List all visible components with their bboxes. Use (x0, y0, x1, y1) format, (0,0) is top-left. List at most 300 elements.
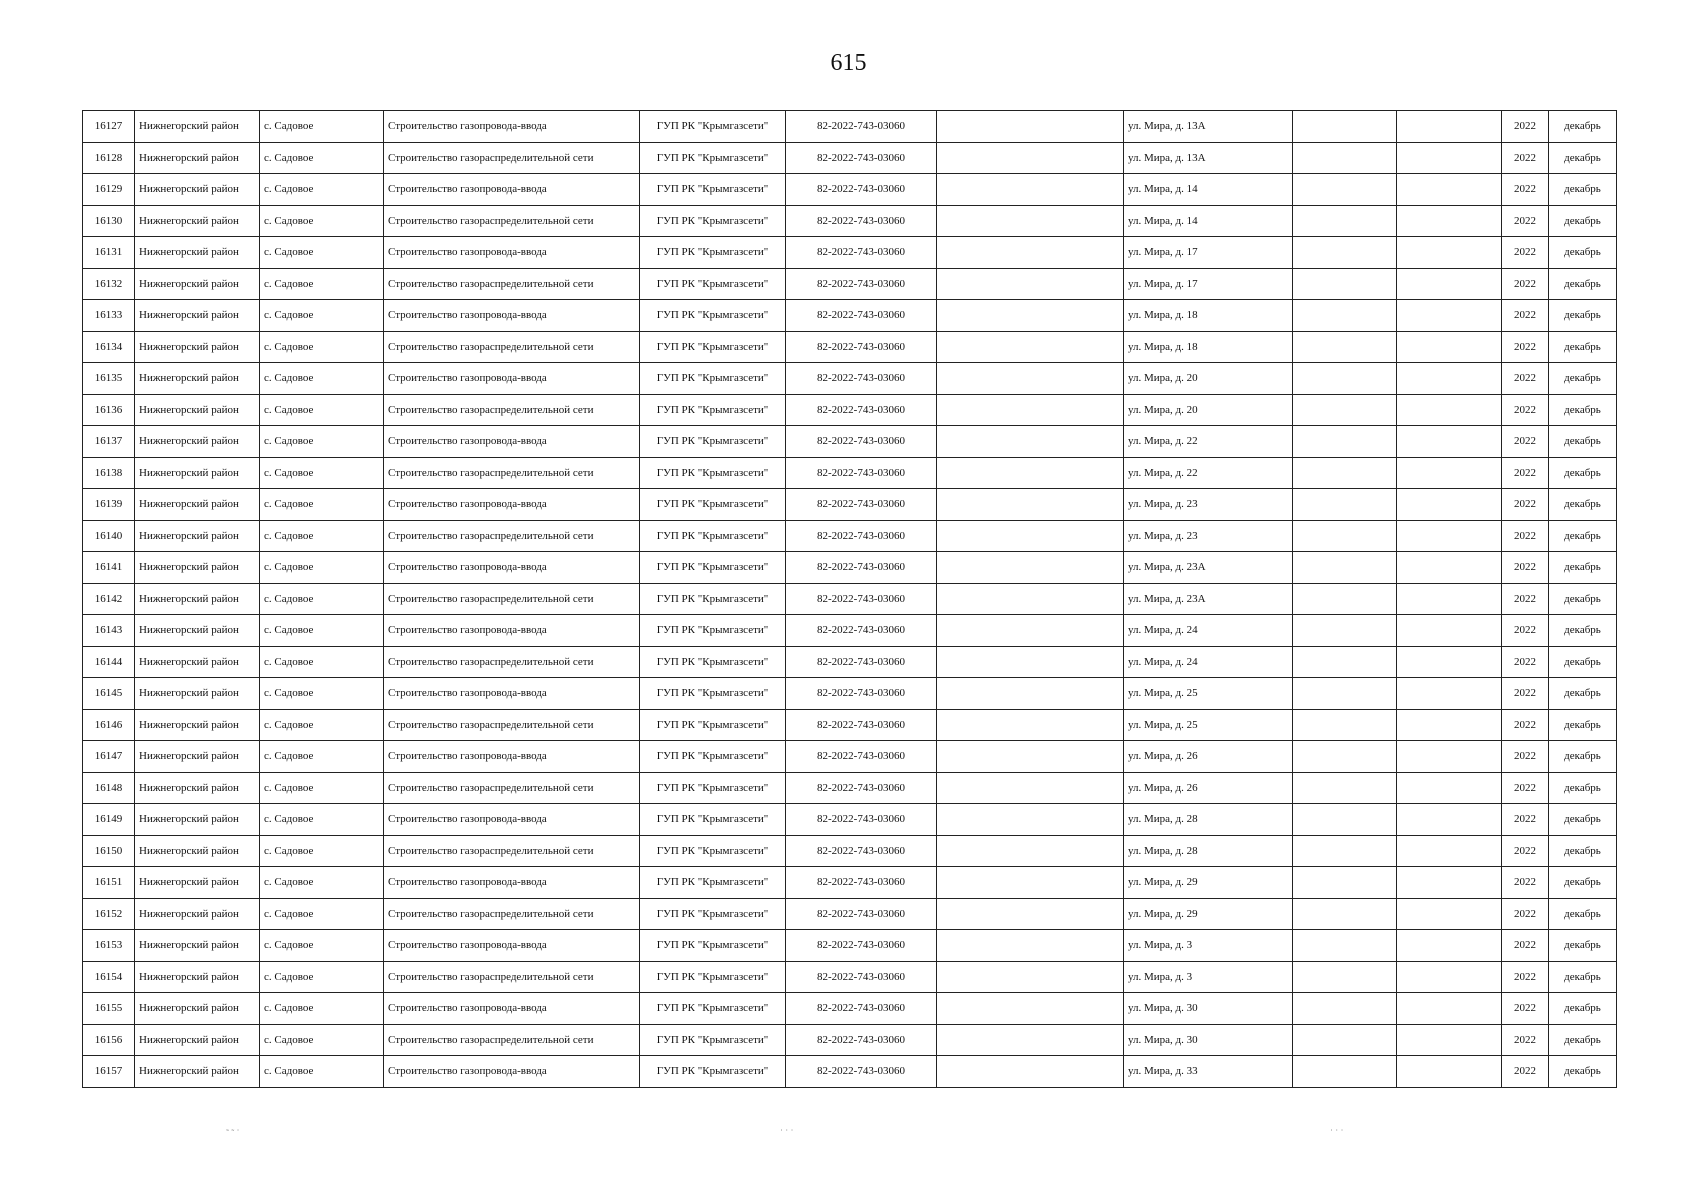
empty-cell (1397, 142, 1502, 174)
project-code-cell: 82-2022-743-03060 (786, 205, 937, 237)
month-cell: декабрь (1549, 552, 1617, 584)
empty-cell (937, 268, 1124, 300)
row-number: 16133 (83, 300, 135, 332)
settlement-cell: с. Садовое (260, 709, 384, 741)
organization-cell: ГУП РК "Крымгазсети" (640, 363, 786, 395)
work-type-cell: Строительство газораспределительной сети (384, 1024, 640, 1056)
month-cell: декабрь (1549, 111, 1617, 143)
month-cell: декабрь (1549, 363, 1617, 395)
row-number: 16129 (83, 174, 135, 206)
month-cell: декабрь (1549, 520, 1617, 552)
table-row (83, 583, 1617, 615)
district-cell: Нижнегорский район (135, 552, 260, 584)
settlement-cell: с. Садовое (260, 489, 384, 521)
row-number: 16145 (83, 678, 135, 710)
organization-cell: ГУП РК "Крымгазсети" (640, 1056, 786, 1088)
year-cell: 2022 (1502, 741, 1549, 773)
settlement-cell: с. Садовое (260, 552, 384, 584)
work-type-cell: Строительство газопровода-ввода (384, 552, 640, 584)
address-cell: ул. Мира, д. 29 (1124, 867, 1293, 899)
district-cell: Нижнегорский район (135, 993, 260, 1025)
work-type-cell: Строительство газопровода-ввода (384, 111, 640, 143)
project-code-cell: 82-2022-743-03060 (786, 772, 937, 804)
project-code-cell: 82-2022-743-03060 (786, 898, 937, 930)
year-cell: 2022 (1502, 961, 1549, 993)
district-cell: Нижнегорский район (135, 205, 260, 237)
empty-cell (1293, 867, 1397, 899)
row-number: 16131 (83, 237, 135, 269)
row-number: 16136 (83, 394, 135, 426)
organization-cell: ГУП РК "Крымгазсети" (640, 237, 786, 269)
empty-cell (1293, 930, 1397, 962)
year-cell: 2022 (1502, 394, 1549, 426)
month-cell: декабрь (1549, 615, 1617, 647)
empty-cell (937, 237, 1124, 269)
empty-cell (1397, 709, 1502, 741)
district-cell: Нижнегорский район (135, 930, 260, 962)
empty-cell (1293, 615, 1397, 647)
empty-cell (1397, 1024, 1502, 1056)
empty-cell (1397, 993, 1502, 1025)
organization-cell: ГУП РК "Крымгазсети" (640, 1024, 786, 1056)
empty-cell (1397, 678, 1502, 710)
settlement-cell: с. Садовое (260, 804, 384, 836)
year-cell: 2022 (1502, 268, 1549, 300)
address-cell: ул. Мира, д. 23А (1124, 583, 1293, 615)
year-cell: 2022 (1502, 993, 1549, 1025)
year-cell: 2022 (1502, 835, 1549, 867)
row-number: 16146 (83, 709, 135, 741)
empty-cell (1397, 489, 1502, 521)
organization-cell: ГУП РК "Крымгазсети" (640, 930, 786, 962)
settlement-cell: с. Садовое (260, 111, 384, 143)
table-row (83, 772, 1617, 804)
project-code-cell: 82-2022-743-03060 (786, 394, 937, 426)
address-cell: ул. Мира, д. 17 (1124, 268, 1293, 300)
empty-cell (937, 1024, 1124, 1056)
address-cell: ул. Мира, д. 18 (1124, 300, 1293, 332)
project-code-cell: 82-2022-743-03060 (786, 804, 937, 836)
row-number: 16142 (83, 583, 135, 615)
empty-cell (1397, 646, 1502, 678)
organization-cell: ГУП РК "Крымгазсети" (640, 741, 786, 773)
address-cell: ул. Мира, д. 22 (1124, 426, 1293, 458)
organization-cell: ГУП РК "Крымгазсети" (640, 772, 786, 804)
row-number: 16150 (83, 835, 135, 867)
work-type-cell: Строительство газораспределительной сети (384, 331, 640, 363)
month-cell: декабрь (1549, 174, 1617, 206)
month-cell: декабрь (1549, 1024, 1617, 1056)
row-number: 16153 (83, 930, 135, 962)
month-cell: декабрь (1549, 646, 1617, 678)
year-cell: 2022 (1502, 898, 1549, 930)
work-type-cell: Строительство газораспределительной сети (384, 898, 640, 930)
row-number: 16154 (83, 961, 135, 993)
settlement-cell: с. Садовое (260, 457, 384, 489)
organization-cell: ГУП РК "Крымгазсети" (640, 489, 786, 521)
empty-cell (1293, 268, 1397, 300)
month-cell: декабрь (1549, 142, 1617, 174)
work-type-cell: Строительство газораспределительной сети (384, 646, 640, 678)
project-code-cell: 82-2022-743-03060 (786, 142, 937, 174)
month-cell: декабрь (1549, 1056, 1617, 1088)
district-cell: Нижнегорский район (135, 961, 260, 993)
empty-cell (1293, 772, 1397, 804)
year-cell: 2022 (1502, 615, 1549, 647)
year-cell: 2022 (1502, 520, 1549, 552)
work-type-cell: Строительство газопровода-ввода (384, 930, 640, 962)
organization-cell: ГУП РК "Крымгазсети" (640, 426, 786, 458)
year-cell: 2022 (1502, 363, 1549, 395)
address-cell: ул. Мира, д. 26 (1124, 741, 1293, 773)
empty-cell (937, 457, 1124, 489)
table-row (83, 331, 1617, 363)
empty-cell (937, 489, 1124, 521)
work-type-cell: Строительство газораспределительной сети (384, 268, 640, 300)
empty-cell (1293, 552, 1397, 584)
month-cell: декабрь (1549, 331, 1617, 363)
empty-cell (937, 331, 1124, 363)
row-number: 16140 (83, 520, 135, 552)
settlement-cell: с. Садовое (260, 426, 384, 458)
work-type-cell: Строительство газораспределительной сети (384, 709, 640, 741)
empty-cell (1397, 394, 1502, 426)
address-cell: ул. Мира, д. 30 (1124, 993, 1293, 1025)
address-cell: ул. Мира, д. 25 (1124, 678, 1293, 710)
empty-cell (1397, 772, 1502, 804)
district-cell: Нижнегорский район (135, 835, 260, 867)
district-cell: Нижнегорский район (135, 1056, 260, 1088)
work-type-cell: Строительство газопровода-ввода (384, 993, 640, 1025)
work-type-cell: Строительство газопровода-ввода (384, 867, 640, 899)
organization-cell: ГУП РК "Крымгазсети" (640, 804, 786, 836)
row-number: 16134 (83, 331, 135, 363)
year-cell: 2022 (1502, 646, 1549, 678)
empty-cell (1397, 268, 1502, 300)
empty-cell (937, 174, 1124, 206)
table-row (83, 646, 1617, 678)
year-cell: 2022 (1502, 331, 1549, 363)
district-cell: Нижнегорский район (135, 772, 260, 804)
address-cell: ул. Мира, д. 24 (1124, 646, 1293, 678)
district-cell: Нижнегорский район (135, 142, 260, 174)
address-cell: ул. Мира, д. 13А (1124, 142, 1293, 174)
empty-cell (1293, 142, 1397, 174)
empty-cell (1293, 111, 1397, 143)
row-number: 16141 (83, 552, 135, 584)
address-cell: ул. Мира, д. 33 (1124, 1056, 1293, 1088)
empty-cell (1293, 489, 1397, 521)
project-code-cell: 82-2022-743-03060 (786, 867, 937, 899)
settlement-cell: с. Садовое (260, 142, 384, 174)
empty-cell (937, 111, 1124, 143)
row-number: 16151 (83, 867, 135, 899)
project-code-cell: 82-2022-743-03060 (786, 489, 937, 521)
row-number: 16156 (83, 1024, 135, 1056)
table-row (83, 961, 1617, 993)
district-cell: Нижнегорский район (135, 363, 260, 395)
month-cell: декабрь (1549, 205, 1617, 237)
empty-cell (937, 930, 1124, 962)
table-row (83, 898, 1617, 930)
year-cell: 2022 (1502, 583, 1549, 615)
organization-cell: ГУП РК "Крымгазсети" (640, 835, 786, 867)
table-row (83, 520, 1617, 552)
empty-cell (937, 583, 1124, 615)
table-row (83, 174, 1617, 206)
month-cell: декабрь (1549, 394, 1617, 426)
table-row (83, 457, 1617, 489)
project-code-cell: 82-2022-743-03060 (786, 930, 937, 962)
table-row (83, 426, 1617, 458)
row-number: 16127 (83, 111, 135, 143)
address-cell: ул. Мира, д. 28 (1124, 804, 1293, 836)
year-cell: 2022 (1502, 300, 1549, 332)
district-cell: Нижнегорский район (135, 1024, 260, 1056)
empty-cell (1397, 583, 1502, 615)
table-row (83, 678, 1617, 710)
empty-cell (937, 709, 1124, 741)
empty-cell (937, 394, 1124, 426)
settlement-cell: с. Садовое (260, 237, 384, 269)
settlement-cell: с. Садовое (260, 394, 384, 426)
district-cell: Нижнегорский район (135, 646, 260, 678)
organization-cell: ГУП РК "Крымгазсети" (640, 898, 786, 930)
table-row (83, 111, 1617, 143)
year-cell: 2022 (1502, 237, 1549, 269)
row-number: 16128 (83, 142, 135, 174)
district-cell: Нижнегорский район (135, 709, 260, 741)
table-row (83, 363, 1617, 395)
empty-cell (937, 804, 1124, 836)
address-cell: ул. Мира, д. 14 (1124, 174, 1293, 206)
year-cell: 2022 (1502, 142, 1549, 174)
project-code-cell: 82-2022-743-03060 (786, 709, 937, 741)
address-cell: ул. Мира, д. 20 (1124, 363, 1293, 395)
year-cell: 2022 (1502, 174, 1549, 206)
work-type-cell: Строительство газопровода-ввода (384, 363, 640, 395)
work-type-cell: Строительство газопровода-ввода (384, 174, 640, 206)
address-cell: ул. Мира, д. 23 (1124, 520, 1293, 552)
empty-cell (937, 898, 1124, 930)
month-cell: декабрь (1549, 741, 1617, 773)
row-number: 16143 (83, 615, 135, 647)
empty-cell (1293, 457, 1397, 489)
empty-cell (1293, 1024, 1397, 1056)
settlement-cell: с. Садовое (260, 930, 384, 962)
work-type-cell: Строительство газопровода-ввода (384, 237, 640, 269)
empty-cell (1293, 709, 1397, 741)
row-number: 16149 (83, 804, 135, 836)
address-cell: ул. Мира, д. 30 (1124, 1024, 1293, 1056)
settlement-cell: с. Садовое (260, 520, 384, 552)
address-cell: ул. Мира, д. 17 (1124, 237, 1293, 269)
work-type-cell: Строительство газораспределительной сети (384, 205, 640, 237)
work-type-cell: Строительство газопровода-ввода (384, 741, 640, 773)
work-type-cell: Строительство газопровода-ввода (384, 426, 640, 458)
settlement-cell: с. Садовое (260, 835, 384, 867)
month-cell: декабрь (1549, 237, 1617, 269)
year-cell: 2022 (1502, 205, 1549, 237)
organization-cell: ГУП РК "Крымгазсети" (640, 174, 786, 206)
settlement-cell: с. Садовое (260, 331, 384, 363)
organization-cell: ГУП РК "Крымгазсети" (640, 552, 786, 584)
address-cell: ул. Мира, д. 22 (1124, 457, 1293, 489)
empty-cell (1397, 867, 1502, 899)
empty-cell (1293, 237, 1397, 269)
empty-cell (1397, 930, 1502, 962)
district-cell: Нижнегорский район (135, 426, 260, 458)
project-code-cell: 82-2022-743-03060 (786, 237, 937, 269)
empty-cell (1293, 300, 1397, 332)
empty-cell (1397, 1056, 1502, 1088)
table-row (83, 930, 1617, 962)
empty-cell (1397, 111, 1502, 143)
table-row (83, 489, 1617, 521)
empty-cell (1397, 174, 1502, 206)
month-cell: декабрь (1549, 489, 1617, 521)
project-code-cell: 82-2022-743-03060 (786, 457, 937, 489)
settlement-cell: с. Садовое (260, 1056, 384, 1088)
project-code-cell: 82-2022-743-03060 (786, 741, 937, 773)
project-code-cell: 82-2022-743-03060 (786, 835, 937, 867)
empty-cell (1397, 741, 1502, 773)
year-cell: 2022 (1502, 552, 1549, 584)
work-type-cell: Строительство газораспределительной сети (384, 520, 640, 552)
month-cell: декабрь (1549, 709, 1617, 741)
district-cell: Нижнегорский район (135, 394, 260, 426)
settlement-cell: с. Садовое (260, 268, 384, 300)
project-code-cell: 82-2022-743-03060 (786, 993, 937, 1025)
empty-cell (1293, 520, 1397, 552)
address-cell: ул. Мира, д. 3 (1124, 961, 1293, 993)
address-cell: ул. Мира, д. 28 (1124, 835, 1293, 867)
organization-cell: ГУП РК "Крымгазсети" (640, 331, 786, 363)
organization-cell: ГУП РК "Крымгазсети" (640, 615, 786, 647)
address-cell: ул. Мира, д. 14 (1124, 205, 1293, 237)
district-cell: Нижнегорский район (135, 804, 260, 836)
address-cell: ул. Мира, д. 23 (1124, 489, 1293, 521)
address-cell: ул. Мира, д. 13А (1124, 111, 1293, 143)
settlement-cell: с. Садовое (260, 867, 384, 899)
work-type-cell: Строительство газопровода-ввода (384, 804, 640, 836)
district-cell: Нижнегорский район (135, 111, 260, 143)
organization-cell: ГУП РК "Крымгазсети" (640, 520, 786, 552)
settlement-cell: с. Садовое (260, 772, 384, 804)
work-type-cell: Строительство газораспределительной сети (384, 835, 640, 867)
empty-cell (1397, 331, 1502, 363)
year-cell: 2022 (1502, 930, 1549, 962)
organization-cell: ГУП РК "Крымгазсети" (640, 205, 786, 237)
organization-cell: ГУП РК "Крымгазсети" (640, 300, 786, 332)
empty-cell (937, 363, 1124, 395)
row-number: 16147 (83, 741, 135, 773)
address-cell: ул. Мира, д. 26 (1124, 772, 1293, 804)
project-code-cell: 82-2022-743-03060 (786, 363, 937, 395)
organization-cell: ГУП РК "Крымгазсети" (640, 394, 786, 426)
address-cell: ул. Мира, д. 24 (1124, 615, 1293, 647)
table-row (83, 1024, 1617, 1056)
settlement-cell: с. Садовое (260, 363, 384, 395)
district-cell: Нижнегорский район (135, 331, 260, 363)
address-cell: ул. Мира, д. 20 (1124, 394, 1293, 426)
table-row (83, 804, 1617, 836)
year-cell: 2022 (1502, 678, 1549, 710)
empty-cell (937, 1056, 1124, 1088)
project-code-cell: 82-2022-743-03060 (786, 426, 937, 458)
row-number: 16139 (83, 489, 135, 521)
month-cell: декабрь (1549, 804, 1617, 836)
month-cell: декабрь (1549, 426, 1617, 458)
empty-cell (1397, 898, 1502, 930)
settlement-cell: с. Садовое (260, 205, 384, 237)
empty-cell (937, 300, 1124, 332)
empty-cell (937, 205, 1124, 237)
project-code-cell: 82-2022-743-03060 (786, 1056, 937, 1088)
month-cell: декабрь (1549, 678, 1617, 710)
district-cell: Нижнегорский район (135, 268, 260, 300)
district-cell: Нижнегорский район (135, 489, 260, 521)
table-row (83, 615, 1617, 647)
organization-cell: ГУП РК "Крымгазсети" (640, 646, 786, 678)
district-cell: Нижнегорский район (135, 300, 260, 332)
work-type-cell: Строительство газораспределительной сети (384, 142, 640, 174)
table-row (83, 835, 1617, 867)
address-cell: ул. Мира, д. 23А (1124, 552, 1293, 584)
year-cell: 2022 (1502, 426, 1549, 458)
table-row (83, 394, 1617, 426)
district-cell: Нижнегорский район (135, 520, 260, 552)
project-code-cell: 82-2022-743-03060 (786, 111, 937, 143)
empty-cell (1397, 363, 1502, 395)
year-cell: 2022 (1502, 804, 1549, 836)
work-type-cell: Строительство газопровода-ввода (384, 615, 640, 647)
empty-cell (937, 741, 1124, 773)
project-code-cell: 82-2022-743-03060 (786, 520, 937, 552)
year-cell: 2022 (1502, 709, 1549, 741)
address-cell: ул. Мира, д. 18 (1124, 331, 1293, 363)
month-cell: декабрь (1549, 457, 1617, 489)
empty-cell (937, 520, 1124, 552)
district-cell: Нижнегорский район (135, 741, 260, 773)
work-type-cell: Строительство газопровода-ввода (384, 678, 640, 710)
empty-cell (1397, 426, 1502, 458)
row-number: 16132 (83, 268, 135, 300)
district-cell: Нижнегорский район (135, 457, 260, 489)
work-type-cell: Строительство газопровода-ввода (384, 300, 640, 332)
district-cell: Нижнегорский район (135, 615, 260, 647)
row-number: 16148 (83, 772, 135, 804)
month-cell: декабрь (1549, 961, 1617, 993)
organization-cell: ГУП РК "Крымгазсети" (640, 709, 786, 741)
organization-cell: ГУП РК "Крымгазсети" (640, 961, 786, 993)
work-type-cell: Строительство газораспределительной сети (384, 772, 640, 804)
district-cell: Нижнегорский район (135, 174, 260, 206)
district-cell: Нижнегорский район (135, 237, 260, 269)
row-number: 16138 (83, 457, 135, 489)
month-cell: декабрь (1549, 772, 1617, 804)
empty-cell (1397, 237, 1502, 269)
settlement-cell: с. Садовое (260, 898, 384, 930)
address-cell: ул. Мира, д. 29 (1124, 898, 1293, 930)
scan-mark: ˙ ˙ ˙ (780, 1128, 794, 1138)
settlement-cell: с. Садовое (260, 583, 384, 615)
organization-cell: ГУП РК "Крымгазсети" (640, 867, 786, 899)
month-cell: декабрь (1549, 300, 1617, 332)
district-cell: Нижнегорский район (135, 867, 260, 899)
table-row (83, 300, 1617, 332)
year-cell: 2022 (1502, 489, 1549, 521)
